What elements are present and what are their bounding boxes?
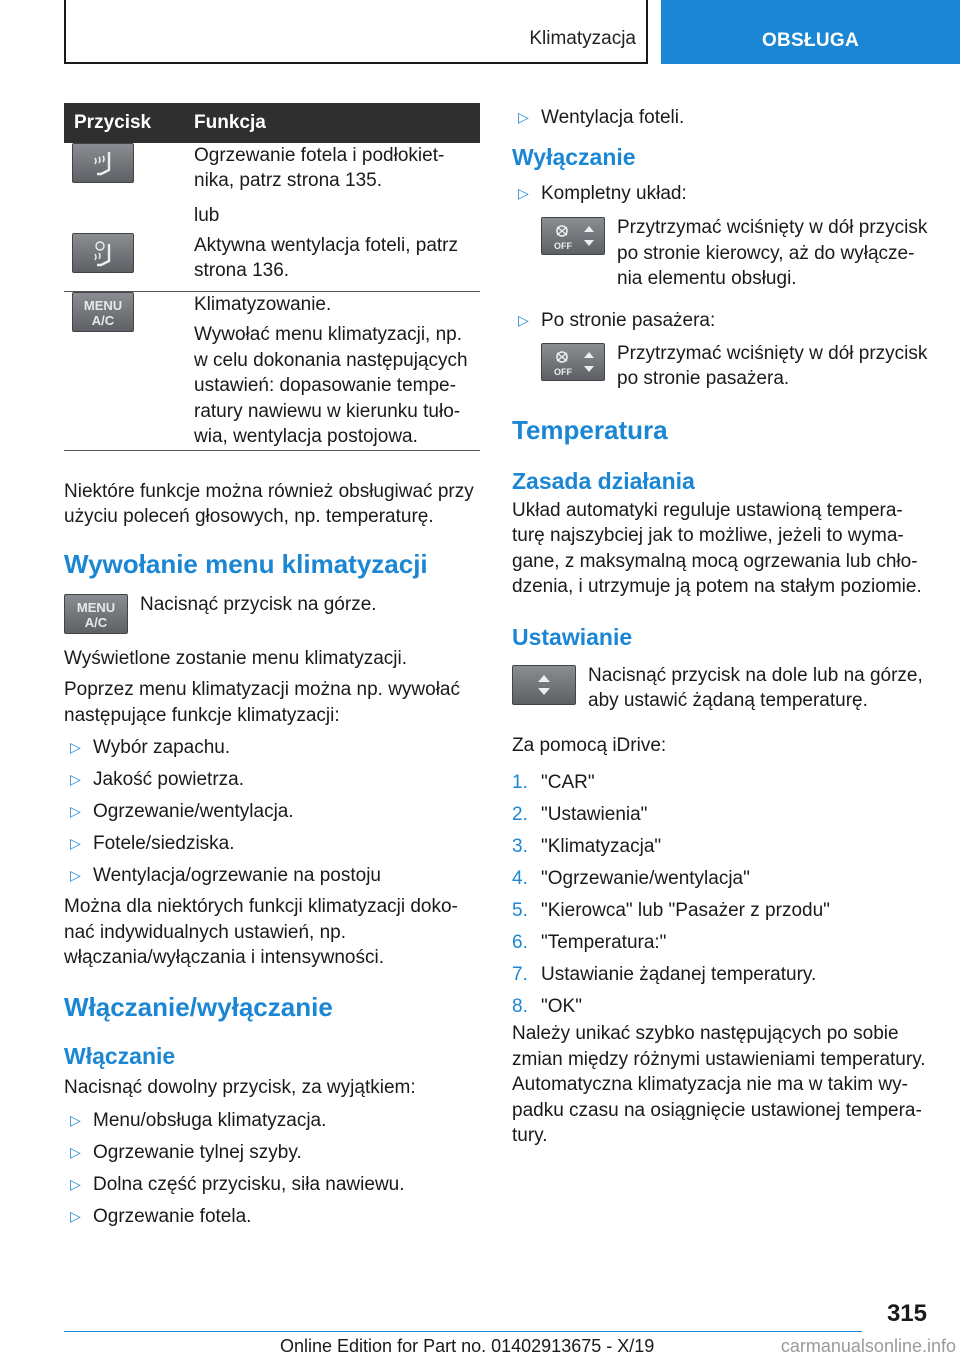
list-item: ▷ Wentylacja foteli.: [518, 107, 685, 128]
list-item: ▷ Menu/obsługa klimatyzacja.: [70, 1110, 327, 1131]
footer-divider: [64, 1331, 862, 1332]
heading-principle: Zasada działania: [512, 467, 695, 494]
ac-label: A/C: [91, 312, 115, 328]
list-item: ▷ Dolna część przycisku, siła nawiewu.: [70, 1174, 405, 1195]
section-title: Klimatyzacja: [529, 28, 636, 49]
menu-ac-button-icon: [64, 594, 128, 634]
list-item: ▷ Ogrzewanie fotela.: [70, 1206, 252, 1227]
seat-vent-list: [512, 105, 928, 130]
left-column: [64, 103, 480, 1236]
heading-on-off: Włączanie/wyłączanie: [64, 991, 333, 1022]
watermark: carmanualsonline.info: [780, 1336, 956, 1356]
menu-press-line: [64, 592, 480, 644]
ac-text: Wywołać menu klimatyzacji, np. w celu dokonania następujących ustawień: dopasowanie tempe-ratury nawiewu w kierunku tuło-wia, wentylacja postojowa.: [194, 324, 468, 447]
bullet-triangle-icon: ▷: [70, 835, 81, 851]
list-item: 2. "Ustawienia": [512, 804, 648, 825]
menu-ac-button-icon: [72, 292, 134, 332]
col-header-function: Funkcja: [194, 103, 480, 143]
list-item: ▷ Ogrzewanie tylnej szyby.: [70, 1142, 302, 1163]
right-column: [512, 103, 928, 1149]
seat-heat-icon: [73, 144, 133, 182]
heading-off: Wyłączanie: [512, 144, 636, 170]
list-item: 7. Ustawianie żądanej temperatury.: [512, 964, 817, 985]
ac-title: Klimatyzowanie.: [194, 293, 332, 315]
menu-via-text: Poprzez menu klimatyzacji można np. wywołać następujące funkcje klimatyzacji:: [64, 679, 460, 726]
menu-items-list: [64, 735, 480, 888]
on-text: Nacisnąć dowolny przycisk, za wyjątkiem:: [64, 1076, 416, 1098]
seat-vent-icon: [73, 234, 133, 272]
menu-label: MENU: [76, 599, 116, 615]
setting-line: [512, 663, 928, 723]
up-down-arrows-icon: [513, 666, 575, 704]
bullet-triangle-icon: ▷: [70, 867, 81, 883]
col-header-button: Przycisk: [64, 103, 194, 143]
list-item: ▷ Wybór zapachu.: [70, 737, 231, 758]
heading-call-menu: Wywołanie menu klimatyzacji: [64, 548, 428, 579]
list-item: 4. "Ogrzewanie/wentylacja": [512, 868, 750, 889]
chapter-tab[interactable]: OBSŁUGA: [661, 0, 960, 64]
list-item: 6. "Temperatura:": [512, 932, 667, 953]
seat-heating-text: Ogrzewanie fotela i podłokiet-nika, patrz strona 135.: [194, 145, 445, 191]
list-item: 1. "CAR": [512, 772, 595, 793]
list-item: 8. "OK": [512, 996, 582, 1017]
page-number: 315: [886, 1300, 927, 1327]
fan-off-button-icon: [541, 343, 605, 381]
menu-press-text: Nacisnąć przycisk na górze.: [140, 593, 377, 615]
list-item: ▷ Po stronie pasażera: OFF Przytrzymać wciśnięty w dół przycisk po stronie pasażera.: [512, 308, 928, 393]
off-label: OFF: [554, 366, 572, 377]
off-passenger-text: Przytrzymać wciśnięty w dół przycisk po stronie pasażera.: [617, 342, 928, 389]
edition-text: Online Edition for Part no. 01402913675 - X/19: [280, 1336, 655, 1356]
bullet-triangle-icon: ▷: [70, 771, 81, 787]
menu-label: MENU: [83, 297, 123, 313]
bullet-triangle-icon: ▷: [70, 803, 81, 819]
on-exceptions-list: [64, 1108, 480, 1229]
heading-on: Włączanie: [64, 1042, 176, 1069]
off-complete-text: Przytrzymać wciśnięty w dół przycisk po stronie kierowcy, aż do wyłącze-nia elementu obsługi.: [617, 217, 928, 289]
list-item: ▷ Fotele/siedziska.: [70, 833, 235, 854]
bullet-triangle-icon: ▷: [518, 109, 529, 125]
heading-setting: Ustawianie: [512, 623, 633, 650]
menu-shown-text: Wyświetlone zostanie menu klimatyzacji.: [64, 647, 408, 669]
principle-text: Układ automatyki reguluje ustawioną tempera-turę najszybciej jak to możliwe, jeżeli to wyma-gane, z maksymalną mocą ogrzewania lub chło-dzenia, i utrzymuje ją potem na stałym poziomie.: [512, 499, 922, 597]
list-item: 3. "Klimatyzacja": [512, 836, 662, 857]
individual-text: Można dla niektórych funkcji klimatyzacji doko-nać indywidualnych ustawień, np. włączania/wyłączania i intensywności.: [64, 896, 458, 968]
voice-note: Niektóre funkcje można również obsługiwać przy użyciu poleceń głosowych, np. temperaturę.: [64, 480, 474, 527]
bullet-triangle-icon: ▷: [70, 1176, 81, 1192]
idrive-text: Za pomocą iDrive:: [512, 734, 667, 756]
off-passenger-list: [512, 308, 928, 393]
idrive-steps: [512, 770, 928, 1019]
seat-ventilation-button-icon: [72, 233, 134, 273]
bullet-triangle-icon: ▷: [70, 1112, 81, 1128]
avoid-text: Należy unikać szybko następujących po sobie zmian między różnymi ustawieniami temperatury. Automatyczna klimatyzacja nie ma w takim wy-padku czasu na osiągnięcie ustawionej tempera-tury.: [512, 1023, 926, 1146]
list-item: ▷ Wentylacja/ogrzewanie na postoju: [70, 865, 381, 886]
heading-temperature: Temperatura: [512, 414, 668, 445]
bullet-triangle-icon: ▷: [518, 311, 529, 328]
list-item: ▷ Ogrzewanie/wentylacja.: [70, 801, 294, 822]
setting-text: Nacisnąć przycisk na dole lub na górze, aby ustawić żądaną temperaturę.: [588, 664, 923, 711]
off-label: OFF: [554, 241, 572, 251]
ac-label: A/C: [84, 614, 108, 630]
temperature-button-icon: [512, 665, 576, 705]
bullet-triangle-icon: ▷: [70, 739, 81, 755]
list-item: ▷ Jakość powietrza.: [70, 769, 245, 790]
seat-heating-button-icon: [72, 143, 134, 183]
bullet-triangle-icon: ▷: [518, 185, 529, 201]
bullet-triangle-icon: ▷: [70, 1208, 81, 1224]
list-item: 5. "Kierowca" lub "Pasażer z przodu": [512, 900, 830, 921]
fan-off-icon: [542, 218, 604, 254]
bullet-triangle-icon: ▷: [70, 1144, 81, 1160]
seat-ventilation-text: Aktywna wentylacja foteli, patrz strona 136.: [194, 234, 459, 281]
button-function-table: [64, 103, 480, 451]
list-item: ▷ Kompletny układ: OFF Przytrzymać wciśnięty w dół przycisk po stronie kierowcy, aż do wyłącze-nia elementu obsługi.: [512, 181, 928, 292]
off-list: [512, 181, 928, 292]
fan-off-icon: [542, 344, 604, 380]
fan-off-button-icon: [541, 217, 605, 255]
or-text: lub: [194, 205, 220, 226]
